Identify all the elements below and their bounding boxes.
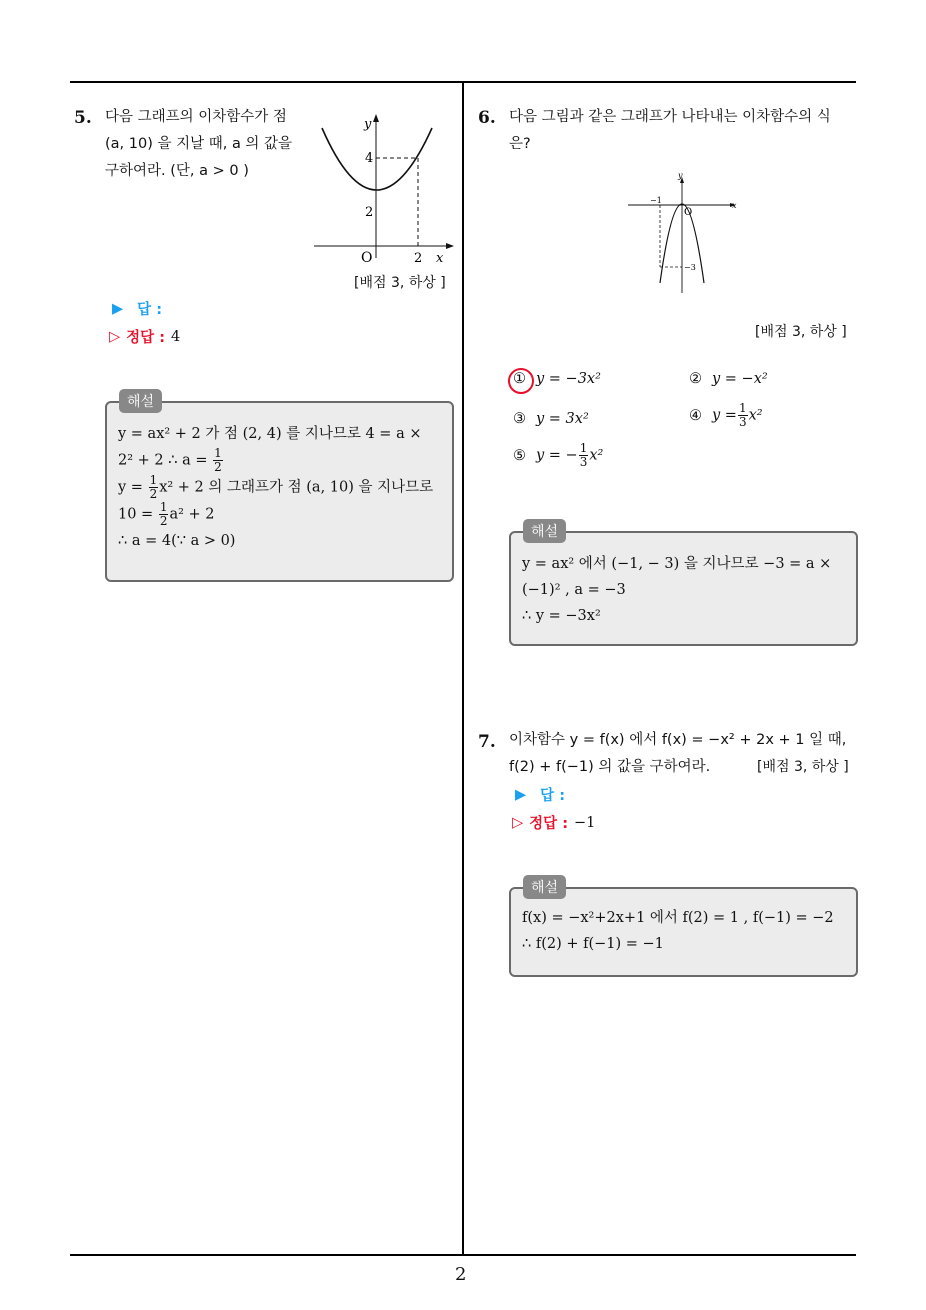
q5-expl-line4 [118, 501, 433, 528]
q5-number: 5. [74, 108, 92, 128]
q5-text-line1: 다음 그래프의 이차함수가 점 [105, 109, 287, 125]
q6-explanation-text [522, 551, 831, 629]
frac-den: 3 [579, 455, 588, 469]
q5-parabola-graph [310, 110, 458, 270]
q5-expl-line4-b: a² + 2 [169, 506, 215, 523]
q6-expl-line1: y = ax² 에서 (−1, − 3) 을 지나므로 −3 = a × [522, 556, 832, 572]
q7-explanation-text [522, 905, 834, 957]
q6-parabola-graph [624, 168, 744, 298]
q5-expl-frac-1 [213, 447, 223, 474]
q5-text-line3: 구하여라. (단, a > 0 ) [105, 163, 249, 179]
outline-play-icon: ▷ [109, 328, 121, 345]
q5-graph-tick-2: 2 [365, 205, 374, 220]
q5-expl-line5: ∴ a = 4(∵ a > 0) [118, 533, 236, 549]
q6-choice-4-mark: ④ [689, 407, 702, 424]
q6-explanation-tag: 해설 [523, 519, 566, 543]
q7-correct-line [512, 812, 595, 833]
q5-explanation-text [118, 421, 433, 554]
bottom-rule [70, 1254, 856, 1256]
q5-correct-value: 4 [171, 328, 181, 345]
frac-den: 3 [738, 415, 747, 429]
q6-graph-y-tick: −3 [684, 263, 696, 272]
q6-choice-1-expr: y = −3x² [536, 371, 601, 387]
play-icon: ▶ [515, 786, 527, 803]
q7-answer-line [515, 784, 565, 805]
q7-explanation-tag: 해설 [523, 875, 566, 899]
q6-choice-4-expr-b: x² [748, 407, 763, 424]
q6-question-text [509, 104, 859, 158]
q5-answer-label: 답 : [137, 302, 163, 318]
q5-expl-line2 [118, 447, 433, 474]
q7-text-line2: f(2) + f(−1) 의 값을 구하여라. [509, 759, 711, 775]
page-number: 2 [455, 1264, 467, 1285]
q5-expl-line1: y = ax² + 2 가 점 (2, 4) 를 지나므로 4 = a × [118, 426, 422, 442]
q5-explanation-tag: 해설 [119, 389, 162, 413]
q5-correct-line [109, 326, 180, 347]
q6-graph-origin: O [684, 207, 693, 218]
q6-choice-2-expr: y = −x² [712, 371, 768, 387]
q6-choice-4-frac [738, 402, 748, 429]
q7-correct-value: −1 [574, 814, 596, 831]
frac-den: 2 [214, 460, 222, 474]
q6-choice-5-mark: ⑤ [513, 447, 526, 464]
q5-text-line2: (a, 10) 을 지날 때, a 의 값을 [105, 136, 293, 152]
q5-expl-line2-text: 2² + 2 ∴ a = [118, 452, 208, 469]
q5-expl-line3-b: x² + 2 의 그래프가 점 (a, 10) 을 지나므로 [159, 479, 434, 496]
q5-expl-line4-a: 10 = [118, 506, 154, 523]
q6-choice-3-expr: y = 3x² [536, 411, 589, 427]
frac-den: 2 [159, 514, 168, 528]
q5-score: [배점 3, 하상 ] [354, 275, 446, 291]
q6-choice-4-expr-a: y = [712, 407, 737, 424]
q6-score: [배점 3, 하상 ] [755, 324, 847, 340]
q7-expl-line1: f(x) = −x²+2x+1 에서 f(2) = 1 , f(−1) = −2 [522, 910, 834, 926]
q7-text-line1: 이차함수 y = f(x) 에서 f(x) = −x² + 2x + 1 일 때, [509, 732, 847, 748]
q6-choice-1-mark: ① [513, 371, 526, 387]
column-divider [462, 83, 464, 1255]
q7-expl-line2: ∴ f(2) + f(−1) = −1 [522, 936, 664, 952]
frac-num: 1 [579, 441, 588, 455]
q5-expl-frac-2 [149, 474, 159, 501]
q6-graph-x-label: x [732, 201, 737, 210]
q6-choice-3[interactable] [513, 411, 589, 427]
frac-num: 1 [214, 446, 222, 460]
q5-graph-tick-4: 4 [365, 151, 374, 166]
frac-num: 1 [149, 473, 158, 487]
frac-num: 1 [159, 500, 168, 514]
q7-answer-label: 답 : [540, 788, 566, 804]
q6-choice-5-expr-a: y = − [536, 447, 578, 464]
q6-graph-x-tick: −1 [650, 196, 662, 205]
q6-choice-2[interactable] [689, 371, 768, 387]
q6-choice-2-mark: ② [689, 371, 702, 387]
q6-choice-4[interactable] [689, 402, 763, 429]
q5-correct-label: 정답 : [126, 330, 166, 346]
q5-graph-x-label: x [436, 251, 444, 266]
q5-expl-line3-a: y = [118, 479, 143, 496]
play-icon: ▶ [112, 300, 124, 317]
q7-number: 7. [478, 732, 496, 752]
q6-choice-5[interactable] [513, 442, 603, 469]
q6-expl-line2: (−1)² , a = −3 [522, 582, 626, 598]
q5-expl-frac-3 [159, 501, 169, 528]
q6-choice-5-expr-b: x² [589, 447, 604, 464]
q5-graph-x-tick-2: 2 [414, 251, 423, 266]
q6-choice-5-expr [536, 442, 603, 469]
q6-text-line2: 은? [509, 136, 531, 152]
q5-question-text [105, 104, 305, 185]
q6-choice-1[interactable] [513, 371, 601, 387]
q6-text-line1: 다음 그림과 같은 그래프가 나타내는 이차함수의 식 [509, 109, 831, 125]
q6-choice-4-expr [712, 402, 763, 429]
q6-expl-line3: ∴ y = −3x² [522, 608, 601, 624]
q5-graph-y-label: y [364, 117, 372, 132]
frac-num: 1 [738, 401, 747, 415]
q6-number: 6. [478, 108, 496, 128]
q7-score: [배점 3, 하상 ] [757, 759, 849, 775]
outline-play-icon: ▷ [512, 814, 524, 831]
q7-correct-label: 정답 : [529, 816, 569, 832]
q6-graph-y-label: y [678, 171, 683, 180]
q5-answer-line [112, 298, 162, 319]
frac-den: 2 [149, 487, 158, 501]
q5-graph-origin: O [361, 250, 373, 266]
q6-choice-3-mark: ③ [513, 411, 526, 427]
q5-expl-line3 [118, 474, 433, 501]
q6-choice-5-frac [579, 442, 589, 469]
